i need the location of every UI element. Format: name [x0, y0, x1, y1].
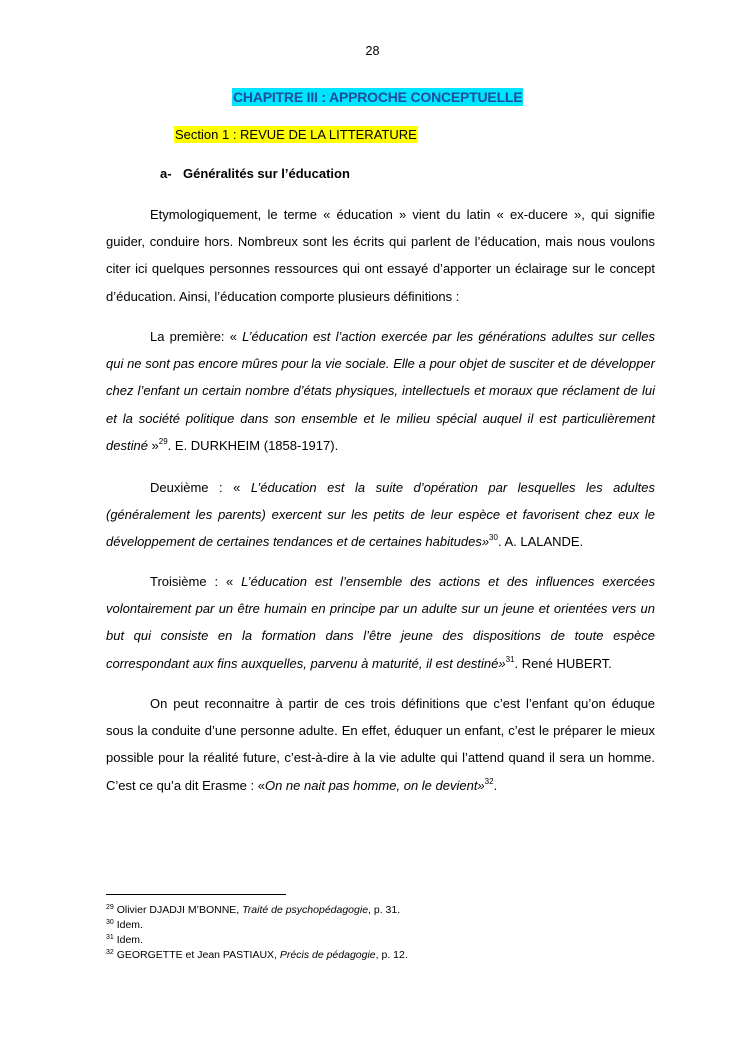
footnote-ref-32[interactable]: 32	[484, 776, 494, 786]
durkheim-quote: L’éducation est l’action exercée par les générations adultes sur celles qui ne sont pas encore mûres pour la vie sociale. Elle a pour objet de susciter et de développer chez l’enfant un certain nombre d’états physiques, intellectuels et moraux que réclament de lui et la société politique dans son ensemble et le milieu spécial auquel il est particulièrement destiné	[106, 329, 656, 453]
footnote-text: Idem.	[113, 919, 143, 931]
paragraph-durkheim	[106, 323, 655, 459]
paragraph-etymology	[106, 201, 655, 310]
subheading-text: Généralités sur l’éducation	[183, 166, 350, 181]
subheading-marker: a-	[160, 166, 172, 181]
durkheim-lead: La première: «	[150, 329, 243, 344]
footnote-number: 32	[106, 949, 114, 956]
footnote-30	[106, 918, 666, 933]
footnote-number: 29	[106, 904, 114, 911]
paragraph-lalande-text	[106, 474, 655, 556]
paragraph-hubert-text	[106, 568, 655, 677]
paragraph-durkheim-text	[106, 323, 655, 459]
footnote-ref-31[interactable]: 31	[505, 654, 515, 664]
conclusion-end: .	[493, 777, 498, 793]
subheading	[160, 166, 350, 181]
footnote-text: GEORGETTE et Jean PASTIAUX,	[113, 949, 280, 961]
footnote-number: 30	[106, 919, 114, 926]
hubert-attribution: . René HUBERT.	[514, 655, 612, 671]
paragraph-lalande	[106, 474, 655, 556]
paragraph-etymology-text: Etymologiquement, le terme « éducation » vient du latin « ex-ducere », qui signifie guider, conduire hors. Nombreux sont les écrits qui parlent de l’éducation, mais nous voulons citer ici quelques personnes ressources qui ont essayé d’apporter un éclairage sur le concept d’éducation. Ainsi, l’éducation comporte plusieurs définitions :	[106, 207, 655, 304]
footnote-ref-29[interactable]: 29	[158, 436, 168, 446]
paragraph-conclusion	[106, 690, 655, 799]
footnote-text: Idem.	[113, 934, 143, 946]
footnote-32	[106, 948, 666, 963]
footnote-title: Traité de psychopédagogie	[242, 904, 369, 916]
footnote-ref-30[interactable]: 30	[489, 533, 498, 543]
durkheim-attribution: . E. DURKHEIM (1858-1917).	[167, 437, 339, 453]
footnote-title: Précis de pédagogie	[279, 949, 376, 961]
lalande-attribution: . A. LALANDE.	[497, 534, 584, 550]
footnote-after: , p. 12.	[375, 949, 408, 961]
page-number: 28	[365, 44, 380, 58]
section-title: Section 1 : REVUE DE LA LITTERATURE	[175, 127, 417, 142]
footnote-number: 31	[106, 934, 114, 941]
durkheim-close: »	[147, 437, 159, 453]
footnote-text: Olivier DJADJI M’BONNE,	[113, 904, 243, 916]
conclusion-text: On peut reconnaitre à partir de ces trois définitions que c’est l’enfant qu’on éduque sous la conduite d’une personne adulte. En effet, éduquer un enfant, c’est le préparer le mieux possible pour la réalité future, c’est-à-dire à la vie adulte qui l’attend quand il sera un homme. C’est ce qu’a dit Erasme : «	[106, 696, 655, 793]
footnote-after: , p. 31.	[368, 904, 401, 916]
footnotes	[106, 903, 666, 963]
erasme-quote: On ne nait pas homme, on le devient»	[264, 777, 485, 793]
lalande-quote: L’éducation est la suite d’opération par lesquelles les adultes (généralement les parents) exercent sur les petits de leur espèce et favorisent chez eux le développement de certaines tendances et de certaines habitudes»	[106, 480, 655, 550]
chapter-title: CHAPITRE III : APPROCHE CONCEPTUELLE	[233, 89, 523, 105]
paragraph-hubert	[106, 568, 655, 677]
hubert-lead: Troisième : «	[150, 574, 242, 589]
hubert-quote: L’éducation est l’ensemble des actions et des influences exercées volontairement par un être humain en principe par un adulte sur un jeune et orientées vers un but qui consiste en la formation dans l’être jeune des dispositions de toute espèce correspondant aux fins auxquelles, parvenu à maturité, il est destiné»	[106, 574, 655, 671]
footnote-31	[106, 933, 666, 948]
footnote-separator	[106, 894, 286, 895]
paragraph-conclusion-text	[106, 690, 655, 799]
footnote-29	[106, 903, 666, 918]
lalande-lead: Deuxième : «	[150, 480, 251, 495]
